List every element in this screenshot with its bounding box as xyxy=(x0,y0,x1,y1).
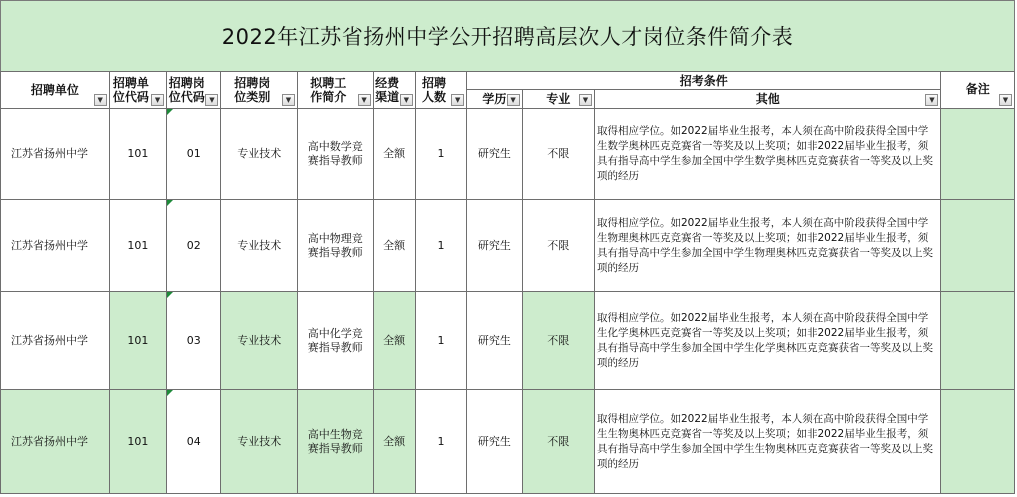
cell-other[interactable]: 取得相应学位。如2022届毕业生报考，本人须在高中阶段获得全国中学生化学奥林匹克竞赛省一等奖及以上奖项；如非2022届毕业生报考，须具有指导高中学生参加全国中学生化学奥林匹克竞赛获省一等奖及以上奖项的经历 xyxy=(595,292,941,390)
header-count-line1: 招聘 xyxy=(421,76,446,90)
table-row xyxy=(1,390,1015,494)
cell-major[interactable]: 不限 xyxy=(522,292,594,390)
cell-other[interactable]: 取得相应学位。如2022届毕业生报考，本人须在高中阶段获得全国中学生数学奥林匹克竞赛省一等奖及以上奖项；如非2022届毕业生报考，须具有指导高中学生参加全国中学生数学奥林匹克竞赛获省一等奖及以上奖项的经历 xyxy=(595,109,941,200)
cell-post-code[interactable] xyxy=(167,292,221,390)
cell-remark[interactable] xyxy=(941,200,1015,292)
table-row xyxy=(1,200,1015,292)
filter-dropdown-icon[interactable]: ▼ xyxy=(999,94,1012,106)
header-count-line2: 人数 xyxy=(421,90,446,104)
cell-other[interactable]: 取得相应学位。如2022届毕业生报考，本人须在高中阶段获得全国中学生物理奥林匹克竞赛省一等奖及以上奖项；如非2022届毕业生报考，须具有指导高中学生参加全国中学生物理奥林匹克竞赛获省一等奖及以上奖项的经历 xyxy=(595,200,941,292)
header-funding[interactable] xyxy=(373,72,415,109)
comment-marker-icon xyxy=(167,292,173,298)
header-remark[interactable] xyxy=(941,72,1015,109)
header-post-code-line1: 招聘岗 xyxy=(168,76,205,90)
cell-count[interactable]: 1 xyxy=(415,292,466,390)
cell-major[interactable]: 不限 xyxy=(522,109,594,200)
cell-count[interactable]: 1 xyxy=(415,390,466,494)
filter-dropdown-icon[interactable]: ▼ xyxy=(400,94,413,106)
header-post-code-line2: 位代码 xyxy=(168,90,205,104)
cell-funding[interactable]: 全额 xyxy=(373,109,415,200)
cell-education[interactable]: 研究生 xyxy=(467,292,522,390)
header-post-desc[interactable] xyxy=(298,72,374,109)
cell-other[interactable]: 取得相应学位。如2022届毕业生报考，本人须在高中阶段获得全国中学生生物奥林匹克竞赛省一等奖及以上奖项；如非2022届毕业生报考，须具有指导高中学生参加全国中学生生物奥林匹克竞赛获省一等奖及以上奖项的经历 xyxy=(595,390,941,494)
header-unit-code[interactable] xyxy=(109,72,166,109)
cell-post-code-value: 01 xyxy=(186,147,201,160)
header-post-type-line2: 位类别 xyxy=(234,90,271,104)
header-post-type[interactable] xyxy=(221,72,298,109)
header-other[interactable] xyxy=(595,90,941,109)
cell-education[interactable]: 研究生 xyxy=(467,200,522,292)
filter-dropdown-icon[interactable]: ▼ xyxy=(925,94,938,106)
table-row xyxy=(1,109,1015,200)
cell-post-code-value: 02 xyxy=(186,238,201,252)
header-remark-label: 备注 xyxy=(965,82,990,96)
cell-post-desc[interactable]: 高中物理竞赛指导教师 xyxy=(298,200,374,292)
header-funding-line2: 渠道 xyxy=(375,90,400,104)
cell-count[interactable]: 1 xyxy=(415,200,466,292)
filter-dropdown-icon[interactable]: ▼ xyxy=(451,94,464,106)
cell-post-type[interactable]: 专业技术 xyxy=(221,200,298,292)
header-post-desc-line2: 作简介 xyxy=(310,90,347,104)
header-post-code[interactable] xyxy=(167,72,221,109)
header-unit-code-line2: 位代码 xyxy=(112,90,149,104)
cell-unit-code[interactable]: 101 xyxy=(109,292,166,390)
recruitment-table xyxy=(0,71,1015,494)
cell-unit-code[interactable]: 101 xyxy=(109,390,166,494)
comment-marker-icon xyxy=(167,390,173,396)
cell-post-code[interactable] xyxy=(167,390,221,494)
filter-dropdown-icon[interactable]: ▼ xyxy=(94,94,107,106)
cell-post-type[interactable]: 专业技术 xyxy=(221,109,298,200)
header-unit-code-line1: 招聘单 xyxy=(112,76,149,90)
cell-count[interactable]: 1 xyxy=(415,109,466,200)
header-education[interactable] xyxy=(467,90,522,109)
header-unit[interactable] xyxy=(1,72,110,109)
cell-major[interactable]: 不限 xyxy=(522,390,594,494)
filter-dropdown-icon[interactable]: ▼ xyxy=(358,94,371,106)
filter-dropdown-icon[interactable]: ▼ xyxy=(205,94,218,106)
cell-post-type[interactable]: 专业技术 xyxy=(221,292,298,390)
cell-remark[interactable] xyxy=(941,292,1015,390)
comment-marker-icon xyxy=(167,200,173,206)
filter-dropdown-icon[interactable]: ▼ xyxy=(507,94,520,106)
header-major-label: 专业 xyxy=(546,92,571,106)
header-conditions[interactable]: 招考条件 xyxy=(467,72,941,90)
sheet-title[interactable]: 2022年江苏省扬州中学公开招聘高层次人才岗位条件简介表 xyxy=(0,0,1015,72)
cell-funding[interactable]: 全额 xyxy=(373,200,415,292)
cell-major[interactable]: 不限 xyxy=(522,200,594,292)
cell-unit[interactable]: 江苏省扬州中学 xyxy=(1,292,110,390)
header-education-label: 学历 xyxy=(482,92,507,106)
header-major[interactable] xyxy=(522,90,594,109)
cell-funding[interactable]: 全额 xyxy=(373,292,415,390)
cell-post-code-value: 04 xyxy=(186,434,201,448)
comment-marker-icon xyxy=(167,109,173,115)
cell-post-desc[interactable]: 高中数学竞赛指导教师 xyxy=(298,109,374,200)
cell-post-desc[interactable]: 高中化学竞赛指导教师 xyxy=(298,292,374,390)
cell-unit[interactable]: 江苏省扬州中学 xyxy=(1,390,110,494)
cell-post-code[interactable] xyxy=(167,200,221,292)
header-count[interactable] xyxy=(415,72,466,109)
header-post-desc-line1: 拟聘工 xyxy=(310,76,347,90)
cell-funding[interactable]: 全额 xyxy=(373,390,415,494)
cell-education[interactable]: 研究生 xyxy=(467,109,522,200)
cell-post-type[interactable]: 专业技术 xyxy=(221,390,298,494)
header-other-label: 其他 xyxy=(755,92,780,106)
cell-post-code-value: 03 xyxy=(186,333,201,347)
cell-unit[interactable]: 江苏省扬州中学 xyxy=(1,109,110,200)
header-unit-label: 招聘单位 xyxy=(30,83,79,97)
cell-unit[interactable]: 江苏省扬州中学 xyxy=(1,200,110,292)
cell-post-code[interactable] xyxy=(167,109,221,200)
cell-unit-code[interactable]: 101 xyxy=(109,200,166,292)
filter-dropdown-icon[interactable]: ▼ xyxy=(579,94,592,106)
filter-dropdown-icon[interactable]: ▼ xyxy=(282,94,295,106)
table-row xyxy=(1,292,1015,390)
cell-remark[interactable] xyxy=(941,109,1015,200)
cell-post-desc[interactable]: 高中生物竞赛指导教师 xyxy=(298,390,374,494)
filter-dropdown-icon[interactable]: ▼ xyxy=(151,94,164,106)
header-post-type-line1: 招聘岗 xyxy=(234,76,271,90)
cell-remark[interactable] xyxy=(941,390,1015,494)
cell-unit-code[interactable]: 101 xyxy=(109,109,166,200)
header-funding-line1: 经费 xyxy=(375,76,400,90)
cell-education[interactable]: 研究生 xyxy=(467,390,522,494)
